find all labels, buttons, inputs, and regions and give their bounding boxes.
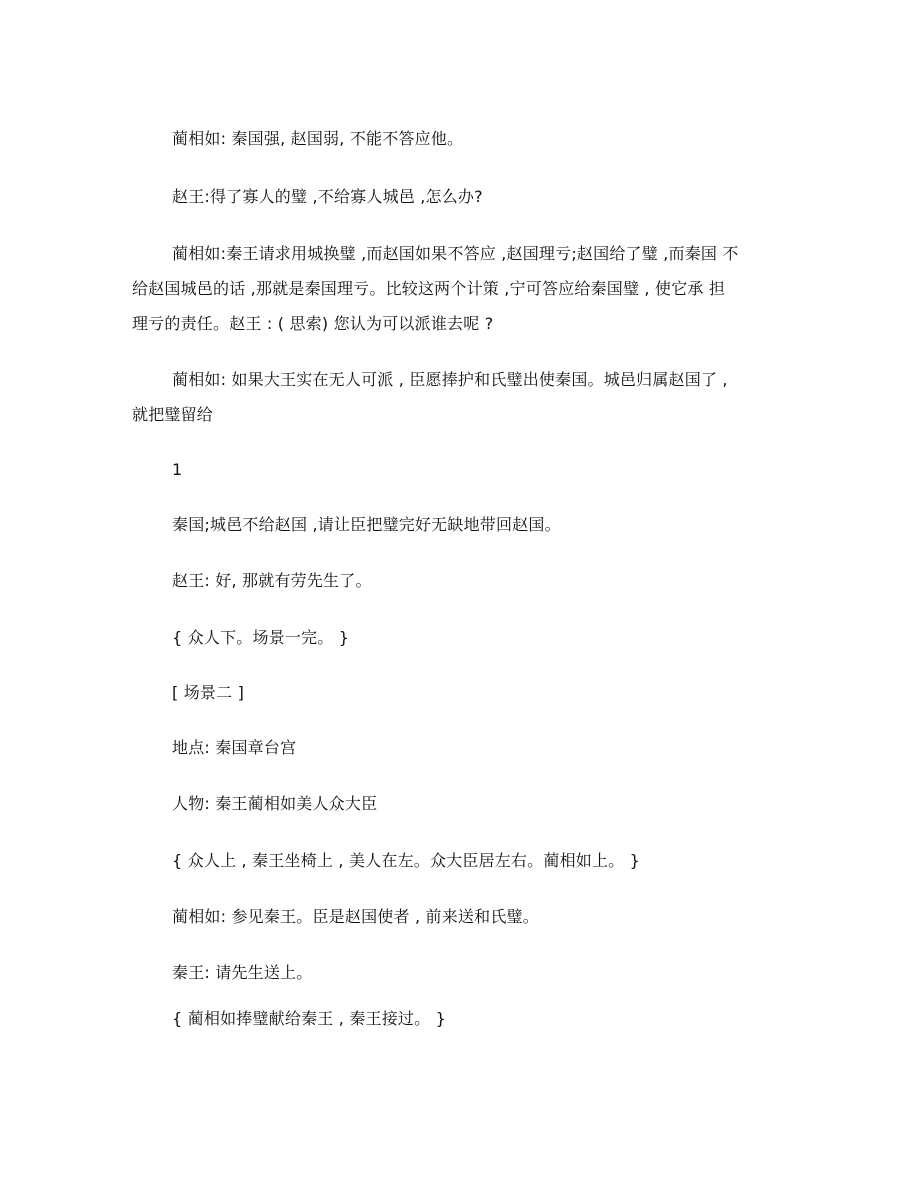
- text-line: 蔺相如:秦王请求用城换璧 ,而赵国如果不答应 ,赵国理亏;赵国给了璧 ,而秦国 不: [172, 244, 739, 263]
- text-line: 给赵国城邑的话 ,那就是秦国理亏。比较这两个计策 ,宁可答应给秦国璧 , 使它承 担: [132, 279, 726, 298]
- text-line: 地点: 秦国章台宫: [172, 738, 297, 757]
- text-line: 蔺相如: 秦国强, 赵国弱, 不能不答应他。: [172, 129, 464, 148]
- text-line: 蔺相如: 参见秦王。臣是赵国使者 , 前来送和氏璧。: [172, 907, 539, 926]
- text-line: 就把璧留给: [132, 405, 214, 424]
- text-line: 秦王: 请先生送上。: [172, 963, 313, 982]
- text-line: 赵王: 好, 那就有劳先生了。: [172, 571, 372, 590]
- text-line: 秦国;城邑不给赵国 ,请让臣把璧完好无缺地带回赵国。: [172, 515, 561, 534]
- text-line: 蔺相如: 如果大王实在无人可派 , 臣愿捧护和氏璧出使秦国。城邑归属赵国了 ,: [172, 370, 728, 389]
- text-line: 人物: 秦王蔺相如美人众大臣: [172, 794, 378, 813]
- stage-direction: { 蔺相如捧璧献给秦王 , 秦王接过。 }: [172, 1009, 446, 1028]
- text-line: 赵王:得了寡人的璧 ,不给寡人城邑 ,怎么办?: [172, 187, 483, 206]
- page-number: 1: [172, 460, 183, 479]
- stage-direction: { 众人下。场景一完。 }: [172, 628, 350, 647]
- text-line: 理亏的责任。赵王 : ( 思索) 您认为可以派谁去呢 ?: [132, 314, 494, 333]
- scene-heading: [ 场景二 ]: [172, 683, 245, 702]
- stage-direction: { 众人上 , 秦王坐椅上 , 美人在左。众大臣居左右。蔺相如上。 }: [172, 851, 641, 870]
